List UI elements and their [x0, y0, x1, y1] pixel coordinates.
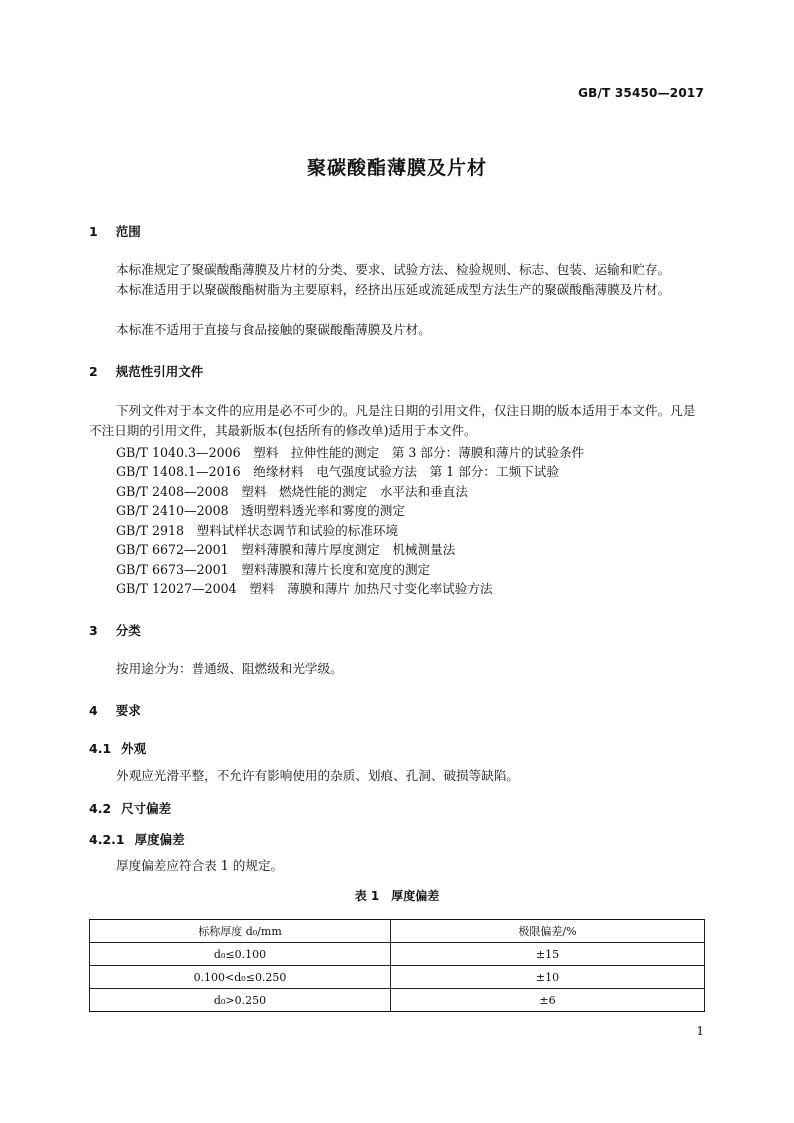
- section-title: 尺寸偏差: [121, 801, 172, 816]
- section-4-2-1-heading: [89, 830, 185, 848]
- table-header-row: [90, 920, 705, 943]
- paragraph-text: 外观应光滑平整，不允许有影响使用的杂质、划痕、孔洞、破损等缺陷。: [116, 768, 519, 783]
- section-title: 厚度偏差: [134, 832, 185, 847]
- reference-item: GB/T 6673—2001 塑料薄膜和薄片长度和宽度的测定: [116, 562, 431, 577]
- table-cell: d₀>0.250: [90, 989, 391, 1012]
- table-header-cell: 标称厚度 d₀/mm: [90, 920, 391, 943]
- table-cell: d₀≤0.100: [90, 943, 391, 966]
- section-title: 要求: [115, 703, 141, 718]
- paragraph: [89, 320, 705, 340]
- paragraph: [89, 856, 705, 876]
- section-2-heading: [89, 362, 203, 380]
- paragraph-text: 厚度偏差应符合表 1 的规定。: [116, 858, 284, 873]
- section-title: 规范性引用文件: [115, 364, 204, 379]
- table-caption: 表 1 厚度偏差: [354, 889, 440, 903]
- paragraph-text: 本标准适用于以聚碳酸酯树脂为主要原料，经挤出压延或流延成型方法生产的聚碳酸酯薄膜及片材。: [116, 282, 671, 297]
- reference-item: GB/T 1040.3—2006 塑料 拉伸性能的测定 第 3 部分：薄膜和薄片的试验条件: [116, 445, 585, 460]
- paragraph-text: 本标准规定了聚碳酸酯薄膜及片材的分类、要求、试验方法、检验规则、标志、包装、运输和贮存。: [116, 262, 671, 277]
- section-4-2-heading: [89, 799, 171, 817]
- section-number: 4.2.1: [89, 832, 125, 847]
- page-title: 聚碳酸酯薄膜及片材: [306, 157, 487, 179]
- table-cell: 0.100<d₀≤0.250: [90, 966, 391, 989]
- section-3-heading: [89, 621, 141, 639]
- paragraph-text: 本标准不适用于直接与食品接触的聚碳酸酯薄膜及片材。: [116, 322, 431, 337]
- section-title: 外观: [121, 741, 147, 756]
- page-number: 1: [696, 1024, 704, 1038]
- section-number: 4.2: [89, 801, 112, 816]
- section-number: 4: [89, 703, 98, 718]
- section-1-heading: [89, 222, 141, 240]
- table-cell: ±10: [391, 966, 705, 989]
- reference-item: GB/T 2918 塑料试样状态调节和试验的标准环境: [116, 523, 399, 538]
- reference-item: GB/T 12027—2004 塑料 薄膜和薄片 加热尺寸变化率试验方法: [116, 581, 493, 596]
- standard-code: GB/T 35450—2017: [578, 86, 704, 100]
- table-row: [90, 943, 705, 966]
- thickness-tolerance-table: [89, 919, 705, 1012]
- table-row: [90, 989, 705, 1012]
- paragraph: [89, 659, 705, 679]
- section-title: 范围: [115, 224, 141, 239]
- paragraph-text: 下列文件对于本文件的应用是必不可少的。凡是注日期的引用文件，仅注日期的版本适用于本文件。凡是不注日期的引用文件，其最新版本(包括所有的修改单)适用于本文件。: [89, 403, 696, 438]
- table-cell: ±6: [391, 989, 705, 1012]
- section-number: 4.1: [89, 741, 112, 756]
- section-4-1-heading: [89, 739, 146, 757]
- section-number: 2: [89, 364, 98, 379]
- table-cell: ±15: [391, 943, 705, 966]
- section-4-heading: [89, 701, 141, 719]
- paragraph-text: 按用途分为：普通级、阻燃级和光学级。: [116, 661, 343, 676]
- reference-item: GB/T 6672—2001 塑料薄膜和薄片厚度测定 机械测量法: [116, 542, 456, 557]
- table-row: [90, 966, 705, 989]
- paragraph: [89, 766, 705, 786]
- table-header-cell: 极限偏差/%: [391, 920, 705, 943]
- reference-item: GB/T 2410—2008 透明塑料透光率和雾度的测定: [116, 503, 405, 518]
- paragraph: [89, 280, 705, 300]
- section-number: 3: [89, 623, 98, 638]
- paragraph: [89, 401, 705, 441]
- section-number: 1: [89, 224, 98, 239]
- reference-item: GB/T 2408—2008 塑料 燃烧性能的测定 水平法和垂直法: [116, 484, 468, 499]
- paragraph: [89, 260, 705, 280]
- section-title: 分类: [115, 623, 141, 638]
- reference-item: GB/T 1408.1—2016 绝缘材料 电气强度试验方法 第 1 部分：工频下试验: [116, 464, 559, 479]
